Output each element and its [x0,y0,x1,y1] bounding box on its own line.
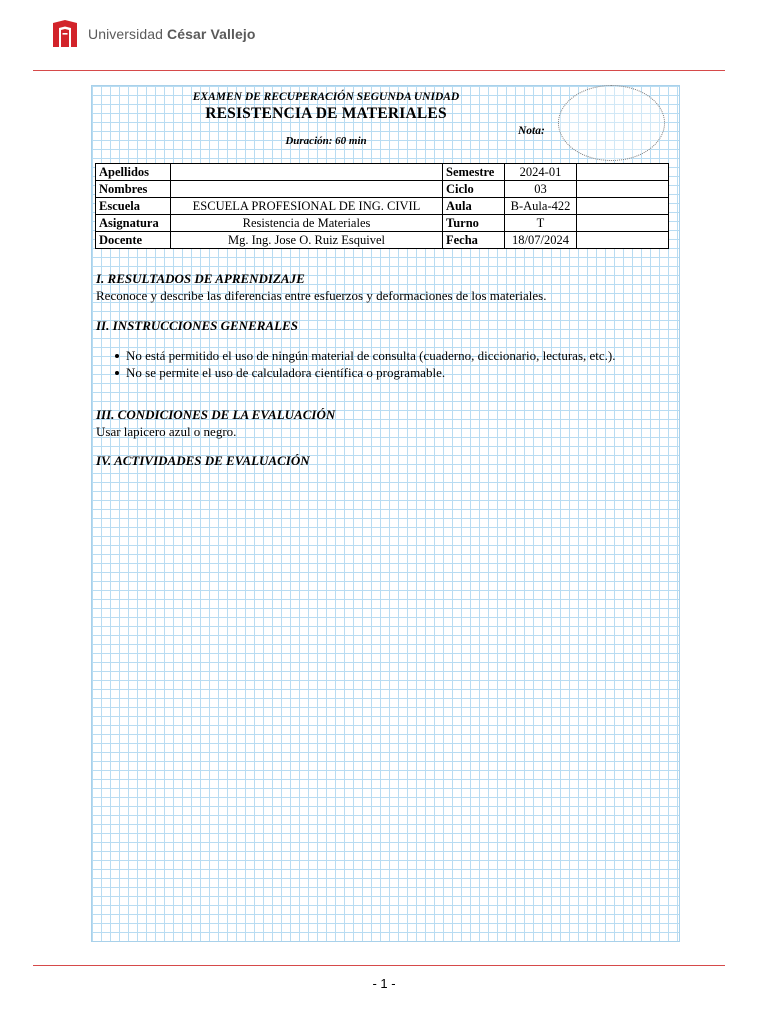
table-filler-cell [577,198,669,215]
section-title: I. RESULTADOS DE APRENDIZAJE [96,271,305,286]
value-fecha: 18/07/2024 [505,232,577,249]
section-title: IV. ACTIVIDADES DE EVALUACIÓN [96,453,310,468]
value-docente: Mg. Ing. Jose O. Ruiz Esquivel [171,232,443,249]
section-body: Reconoce y describe las diferencias entre esfuerzos y deformaciones de los materiales. [96,288,547,303]
label-semestre: Semestre [443,164,505,181]
table-row [96,164,669,181]
list-item: No está permitido el uso de ningún material de consulta (cuaderno, diccionario, lecturas, etc.). [126,348,656,363]
section-learning-outcomes [96,271,546,304]
field-nombres[interactable] [171,181,443,198]
label-docente: Docente [96,232,171,249]
page-number: - 1 - [372,976,396,991]
table-row [96,198,669,215]
student-info-table [95,163,669,249]
table-row [96,215,669,232]
label-aula: Aula [443,198,505,215]
table-filler-cell [577,215,669,232]
header-divider [33,70,725,71]
list-item: No se permite el uso de calculadora científica o programable. [126,365,656,380]
label-turno: Turno [443,215,505,232]
brand-name [88,26,256,42]
field-apellidos[interactable] [171,164,443,181]
footer-divider [33,965,725,966]
brand-prefix: Universidad [88,26,164,42]
section-evaluation-activities [96,453,310,469]
value-asignatura: Resistencia de Materiales [171,215,443,232]
value-ciclo: 03 [505,181,577,198]
university-logo [52,18,256,50]
section-title: III. CONDICIONES DE LA EVALUACIÓN [96,407,336,422]
section-body: Usar lapicero azul o negro. [96,424,237,439]
section-evaluation-conditions [96,407,335,440]
exam-content [91,85,678,940]
label-escuela: Escuela [96,198,171,215]
table-row [96,232,669,249]
instructions-list [96,348,656,380]
value-semestre: 2024-01 [505,164,577,181]
label-apellidos: Apellidos [96,164,171,181]
label-fecha: Fecha [443,232,505,249]
table-filler-cell [577,232,669,249]
grade-label: Nota: [518,125,545,137]
label-nombres: Nombres [96,181,171,198]
brand-emphasis: César Vallejo [167,26,256,42]
section-general-instructions [96,318,656,382]
grade-oval[interactable] [558,85,665,161]
label-asignatura: Asignatura [96,215,171,232]
section-title: II. INSTRUCCIONES GENERALES [96,318,298,333]
value-turno: T [505,215,577,232]
label-ciclo: Ciclo [443,181,505,198]
ucv-shield-icon [52,20,78,48]
exam-title: RESISTENCIA DE MATERIALES [205,105,447,122]
table-filler-cell [577,181,669,198]
table-row [96,181,669,198]
exam-duration: Duración: 60 min [285,135,367,147]
table-filler-cell [577,164,669,181]
exam-kicker: EXAMEN DE RECUPERACIÓN SEGUNDA UNIDAD [192,91,460,103]
value-escuela: ESCUELA PROFESIONAL DE ING. CIVIL [171,198,443,215]
value-aula: B-Aula-422 [505,198,577,215]
